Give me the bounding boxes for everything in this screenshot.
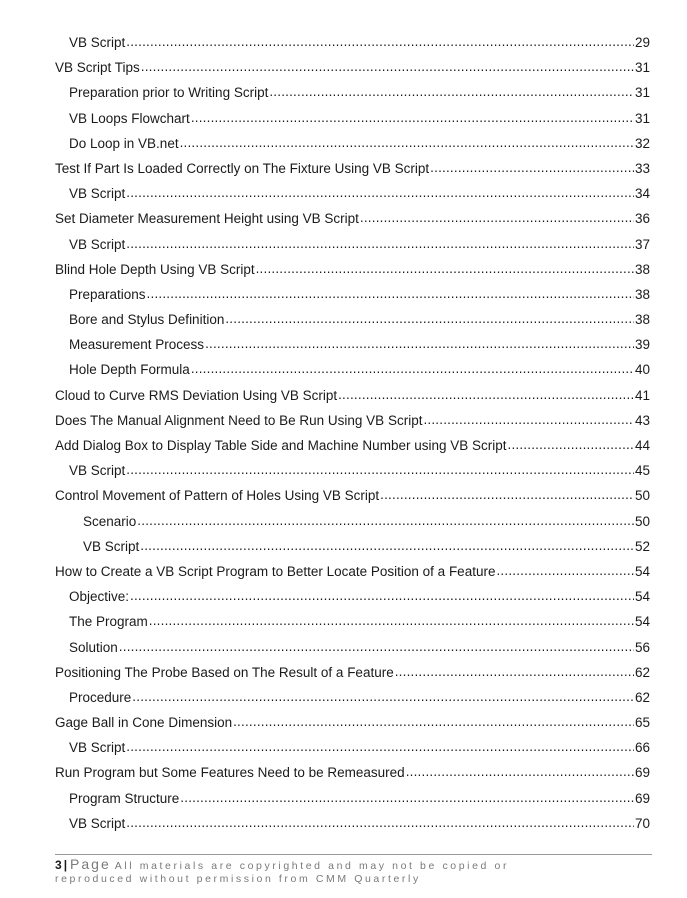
toc-entry[interactable] bbox=[55, 206, 650, 231]
toc-dot-leader bbox=[380, 482, 634, 507]
toc-entry-title[interactable]: VB Script bbox=[69, 236, 126, 252]
toc-dot-leader bbox=[508, 432, 634, 457]
toc-entry-title[interactable]: Procedure bbox=[69, 689, 132, 705]
toc-entry[interactable] bbox=[55, 181, 650, 206]
toc-entry[interactable] bbox=[55, 735, 650, 760]
toc-entry-page-number[interactable]: 41 bbox=[634, 387, 650, 403]
toc-entry-title[interactable]: Program Structure bbox=[69, 790, 180, 806]
toc-entry-title[interactable]: Do Loop in VB.net bbox=[69, 135, 179, 151]
toc-dot-leader bbox=[225, 306, 634, 331]
toc-dot-leader bbox=[423, 407, 634, 432]
toc-dot-leader bbox=[180, 785, 634, 810]
toc-entry-title[interactable]: Preparations bbox=[69, 286, 146, 302]
toc-entry-title[interactable]: VB Loops Flowchart bbox=[69, 110, 190, 126]
toc-entry[interactable] bbox=[55, 383, 650, 408]
toc-entry-page-number[interactable]: 69 bbox=[634, 765, 650, 781]
page-word: Page bbox=[70, 856, 111, 872]
toc-dot-leader bbox=[147, 281, 634, 306]
toc-entry-page-number[interactable]: 54 bbox=[634, 589, 650, 605]
toc-dot-leader bbox=[126, 29, 634, 54]
toc-entry[interactable] bbox=[55, 534, 650, 559]
toc-dot-leader bbox=[126, 810, 634, 835]
toc-entry-page-number[interactable]: 50 bbox=[634, 488, 650, 504]
toc-entry-title[interactable]: Scenario bbox=[83, 513, 137, 529]
toc-entry-title[interactable]: Cloud to Curve RMS Deviation Using VB Script bbox=[55, 387, 338, 403]
toc-entry-page-number[interactable]: 36 bbox=[634, 211, 650, 227]
toc-dot-leader bbox=[205, 331, 634, 356]
toc-entry[interactable] bbox=[55, 408, 650, 433]
toc-entry-title[interactable]: VB Script bbox=[69, 815, 126, 831]
toc-entry[interactable] bbox=[55, 483, 650, 508]
footer-line-1 bbox=[55, 858, 652, 873]
toc-dot-leader bbox=[269, 79, 634, 104]
toc-dot-leader bbox=[141, 54, 634, 79]
toc-entry-page-number[interactable]: 65 bbox=[634, 715, 650, 731]
toc-entry[interactable] bbox=[55, 307, 650, 332]
copyright-notice-line-1: All materials are copyrighted and may not be copied or bbox=[114, 860, 510, 872]
toc-entry-title[interactable]: Set Diameter Measurement Height using VB Script bbox=[55, 211, 359, 227]
toc-entry-page-number[interactable]: 62 bbox=[634, 689, 650, 705]
toc-entry-page-number[interactable]: 31 bbox=[634, 110, 650, 126]
toc-entry-page-number[interactable]: 66 bbox=[634, 740, 650, 756]
toc-dot-leader bbox=[137, 508, 634, 533]
toc-entry-title[interactable]: Measurement Process bbox=[69, 337, 205, 353]
toc-entry-page-number[interactable]: 43 bbox=[634, 412, 650, 428]
toc-entry-title[interactable]: VB Script bbox=[69, 463, 126, 479]
toc-dot-leader bbox=[496, 558, 634, 583]
toc-entry-page-number[interactable]: 31 bbox=[634, 60, 650, 76]
toc-dot-leader bbox=[119, 634, 634, 659]
toc-entry-page-number[interactable]: 38 bbox=[634, 261, 650, 277]
toc-entry-page-number[interactable]: 50 bbox=[634, 513, 650, 529]
toc-entry-title[interactable]: Gage Ball in Cone Dimension bbox=[55, 715, 233, 731]
toc-entry-title[interactable]: VB Script bbox=[69, 186, 126, 202]
toc-entry[interactable] bbox=[55, 156, 650, 181]
toc-entry-title[interactable]: Positioning The Probe Based on The Result of a Feature bbox=[55, 664, 394, 680]
toc-entry-title[interactable]: Does The Manual Alignment Need to Be Run Using VB Script bbox=[55, 412, 423, 428]
toc-entry[interactable] bbox=[55, 257, 650, 282]
toc-dot-leader bbox=[130, 583, 634, 608]
toc-dot-leader bbox=[140, 533, 634, 558]
toc-entry-title[interactable]: Run Program but Some Features Need to be Remeasured bbox=[55, 765, 405, 781]
toc-entry[interactable] bbox=[55, 760, 650, 785]
toc-entry[interactable] bbox=[55, 30, 650, 55]
toc-entry-page-number[interactable]: 54 bbox=[634, 563, 650, 579]
toc-dot-leader bbox=[126, 180, 634, 205]
toc-entry-title[interactable]: Preparation prior to Writing Script bbox=[69, 85, 269, 101]
toc-entry[interactable] bbox=[55, 811, 650, 836]
toc-entry-title[interactable]: How to Create a VB Script Program to Better Locate Position of a Feature bbox=[55, 563, 496, 579]
toc-entry-title[interactable]: Objective: bbox=[69, 589, 130, 605]
toc-entry[interactable] bbox=[55, 332, 650, 357]
toc-dot-leader bbox=[126, 457, 634, 482]
toc-entry[interactable] bbox=[55, 433, 650, 458]
toc-dot-leader bbox=[360, 205, 634, 230]
toc-entry-page-number[interactable]: 54 bbox=[634, 614, 650, 630]
toc-entry-page-number[interactable]: 44 bbox=[634, 438, 650, 453]
toc-entry-page-number[interactable]: 29 bbox=[634, 35, 650, 50]
toc-entry[interactable] bbox=[55, 635, 650, 660]
toc-entry[interactable] bbox=[55, 509, 650, 534]
toc-entry-page-number[interactable]: 69 bbox=[634, 790, 650, 806]
toc-dot-leader bbox=[406, 759, 634, 784]
toc-entry[interactable] bbox=[55, 282, 650, 307]
table-of-contents bbox=[55, 30, 650, 836]
toc-entry-page-number[interactable]: 40 bbox=[634, 362, 650, 378]
toc-entry[interactable] bbox=[55, 786, 650, 811]
page-number: 3 bbox=[55, 858, 62, 872]
toc-entry-title[interactable]: Blind Hole Depth Using VB Script bbox=[55, 261, 255, 277]
toc-entry[interactable] bbox=[55, 458, 650, 483]
toc-entry-page-number[interactable]: 52 bbox=[634, 538, 650, 554]
toc-entry[interactable] bbox=[55, 584, 650, 609]
toc-entry-page-number[interactable]: 38 bbox=[634, 312, 650, 328]
toc-entry-title[interactable]: VB Script bbox=[69, 740, 126, 756]
toc-dot-leader bbox=[126, 734, 634, 759]
toc-entry-page-number[interactable]: 31 bbox=[634, 85, 650, 101]
toc-entry[interactable] bbox=[55, 685, 650, 710]
toc-entry-page-number[interactable]: 38 bbox=[634, 286, 650, 302]
toc-dot-leader bbox=[256, 256, 634, 281]
toc-dot-leader bbox=[149, 608, 634, 633]
toc-entry-title[interactable]: Test If Part Is Loaded Correctly on The Fixture Using VB Script bbox=[55, 160, 430, 176]
toc-entry-title[interactable]: VB Script bbox=[83, 538, 140, 554]
toc-entry[interactable] bbox=[55, 609, 650, 634]
toc-dot-leader bbox=[338, 382, 634, 407]
toc-dot-leader bbox=[132, 684, 634, 709]
toc-dot-leader bbox=[180, 130, 634, 155]
toc-dot-leader bbox=[233, 709, 634, 734]
toc-entry-title[interactable]: Bore and Stylus Definition bbox=[69, 312, 225, 328]
toc-entry-title[interactable]: Hole Depth Formula bbox=[69, 362, 190, 378]
page-footer bbox=[55, 854, 652, 886]
toc-entry-title[interactable]: VB Script Tips bbox=[55, 60, 140, 76]
toc-entry-title[interactable]: Solution bbox=[69, 639, 118, 655]
toc-entry[interactable] bbox=[55, 106, 650, 131]
toc-dot-leader bbox=[395, 659, 634, 684]
toc-entry[interactable] bbox=[55, 660, 650, 685]
toc-entry[interactable] bbox=[55, 131, 650, 156]
toc-entry-page-number[interactable]: 70 bbox=[634, 815, 650, 831]
toc-entry[interactable] bbox=[55, 357, 650, 382]
toc-entry-title[interactable]: The Program bbox=[69, 614, 148, 630]
footer-separator: | bbox=[63, 858, 68, 872]
toc-entry-page-number[interactable]: 33 bbox=[634, 160, 650, 176]
footer-line-2 bbox=[55, 873, 652, 886]
toc-entry-title[interactable]: Control Movement of Pattern of Holes Using VB Script bbox=[55, 488, 380, 504]
toc-entry[interactable] bbox=[55, 80, 650, 105]
toc-entry-page-number[interactable]: 39 bbox=[634, 337, 650, 353]
toc-entry-page-number[interactable]: 56 bbox=[634, 639, 650, 655]
toc-entry-page-number[interactable]: 32 bbox=[634, 135, 650, 151]
toc-entry-page-number[interactable]: 37 bbox=[634, 236, 650, 252]
toc-entry[interactable] bbox=[55, 559, 650, 584]
toc-dot-leader bbox=[191, 356, 634, 381]
copyright-notice-line-2: reproduced without permission from CMM Quarterly bbox=[55, 873, 421, 885]
toc-dot-leader bbox=[430, 155, 634, 180]
toc-entry[interactable] bbox=[55, 232, 650, 257]
toc-entry-page-number[interactable]: 62 bbox=[634, 664, 650, 680]
toc-entry-title[interactable]: Add Dialog Box to Display Table Side and Machine Number using VB Script bbox=[55, 438, 507, 453]
toc-dot-leader bbox=[191, 105, 634, 130]
toc-entry[interactable] bbox=[55, 55, 650, 80]
toc-dot-leader bbox=[126, 231, 634, 256]
toc-entry-page-number[interactable]: 34 bbox=[634, 186, 650, 202]
toc-entry-title[interactable]: VB Script bbox=[69, 35, 126, 50]
toc-entry[interactable] bbox=[55, 710, 650, 735]
toc-entry-page-number[interactable]: 45 bbox=[634, 463, 650, 479]
